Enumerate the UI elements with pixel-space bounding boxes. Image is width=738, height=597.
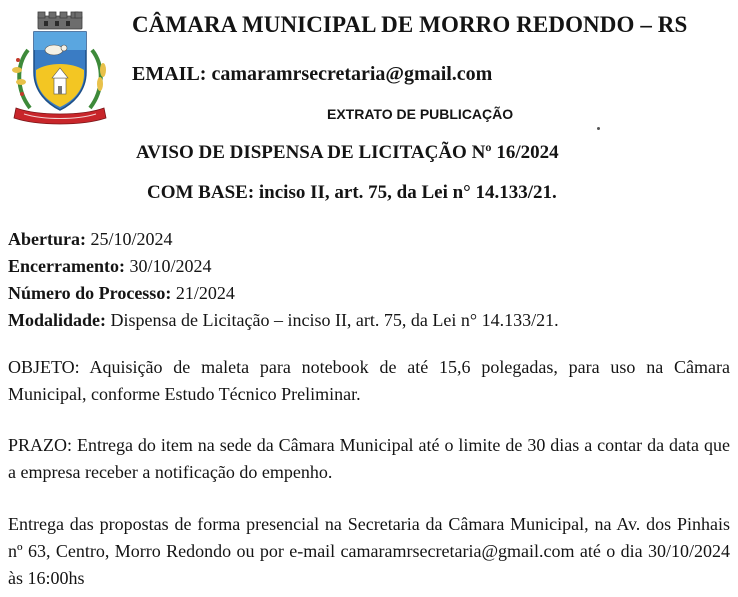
- deadline-paragraph: PRAZO: Entrega do item na sede da Câmara Municipal até o limite de 30 dias a contar da data que a empresa receber a notificação do empenho.: [8, 435, 730, 482]
- opening-date-value: 25/10/2024: [85, 229, 173, 249]
- scan-speck: [597, 127, 600, 130]
- coat-of-arms-icon: [8, 10, 112, 126]
- opening-date-label: Abertura:: [8, 229, 86, 249]
- closing-date-label: Encerramento:: [8, 256, 125, 276]
- process-number-value: 21/2024: [171, 283, 235, 303]
- header-email: [132, 63, 492, 86]
- submission-paragraph: Entrega das propostas de forma presencial na Secretaria da Câmara Municipal, na Av. dos Pinhais nº 63, Centro, Morro Redondo ou por e-mail camaramrsecretaria@gmail.com até o dia 30/10/2024 às 16:00hs: [8, 514, 730, 588]
- email-label: EMAIL:: [132, 63, 207, 85]
- notice-title: AVISO DE DISPENSA DE LICITAÇÃO Nº 16/2024: [136, 142, 559, 163]
- email-address: camaramrsecretaria@gmail.com: [211, 63, 493, 85]
- closing-date-value: 30/10/2024: [124, 256, 212, 276]
- publication-heading: EXTRATO DE PUBLICAÇÃO: [327, 106, 514, 122]
- process-number-label: Número do Processo:: [8, 283, 172, 303]
- modality-row: [8, 307, 559, 334]
- opening-date-row: [8, 226, 559, 253]
- process-number-row: [8, 280, 559, 307]
- legal-basis: COM BASE: inciso II, art. 75, da Lei n° 14.133/21.: [147, 182, 557, 203]
- modality-label: Modalidade:: [8, 310, 107, 330]
- header-title: CÂMARA MUNICIPAL DE MORRO REDONDO – RS: [132, 12, 688, 37]
- modality-value: Dispensa de Licitação – inciso II, art. 75, da Lei n° 14.133/21.: [106, 310, 559, 330]
- closing-date-row: [8, 253, 559, 280]
- object-paragraph: OBJETO: Aquisição de maleta para notebook de até 15,6 polegadas, para uso na Câmara Municipal, conforme Estudo Técnico Preliminar.: [8, 357, 730, 404]
- process-details: [8, 226, 559, 334]
